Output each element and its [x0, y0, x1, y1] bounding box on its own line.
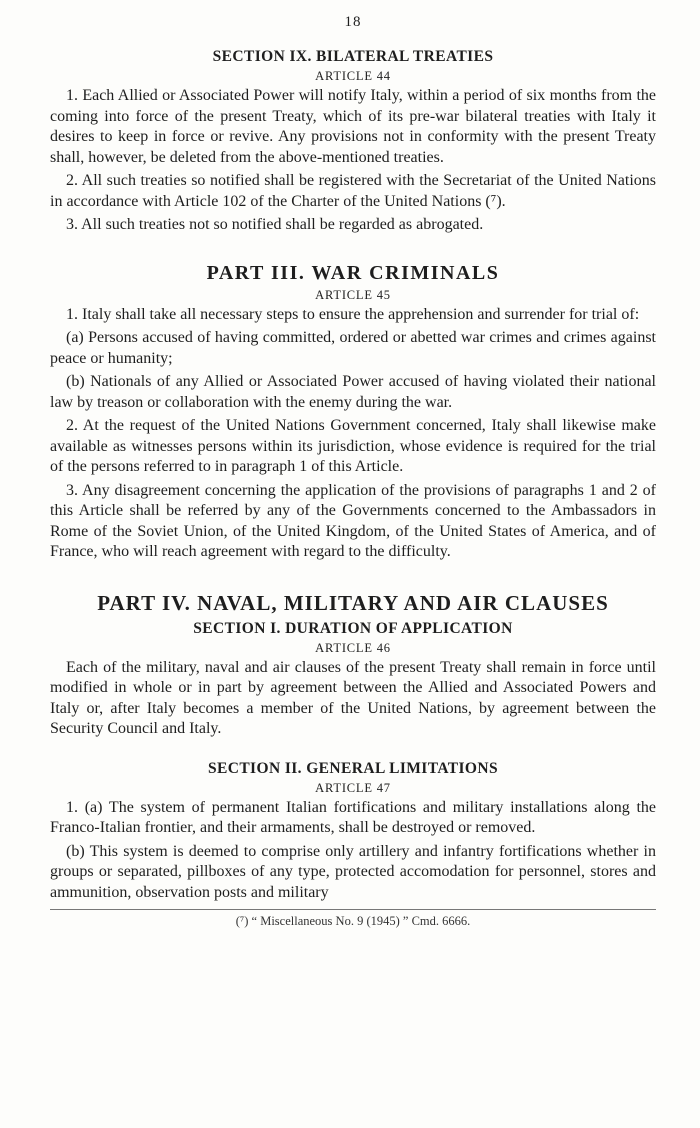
footnote: (⁷) “ Miscellaneous No. 9 (1945) ” Cmd. 6666.: [235, 914, 471, 928]
article-47-paragraph-1a: 1. (a) The system of permanent Italian fortifications and military installations along the Franco-Italian frontier, and their armaments, shall be destroyed or removed.: [50, 798, 656, 836]
section-ix-heading: SECTION IX. BILATERAL TREATIES: [212, 48, 494, 65]
part-iii-heading: PART III. WAR CRIMINALS: [206, 261, 500, 284]
article-45-paragraph-1a: (a) Persons accused of having committed, ordered or abetted war crimes and crimes against peace or humanity;: [50, 329, 656, 367]
article-47-label: ARTICLE 47: [315, 780, 391, 795]
article-47-paragraph-1b: (b) This system is deemed to comprise only artillery and infantry fortifications whether in groups or separated, pillboxes of any type, protected accomodation for personnel, stores and ammunition, observation posts and military: [50, 842, 656, 901]
article-45-paragraph-3: 3. Any disagreement concerning the application of the provisions of paragraphs 1 and 2 of this Article shall be referred by any of the Governments concerned to the Ambassadors in Rome of the Soviet Union, of the United Kingdom, of the United States of America, and of France, who will reach agreement with regard to the difficulty.: [50, 481, 656, 560]
article-46-paragraph: Each of the military, naval and air clauses of the present Treaty shall remain in force until modified in whole or in part by agreement between the Allied and Associated Powers and Italy or, after Italy becomes a member of the United Nations, by agreement between the Security Council and Italy.: [50, 658, 656, 737]
article-44-paragraph-3: 3. All such treaties not so notified shall be regarded as abrogated.: [66, 216, 484, 233]
article-44-paragraph-2: 2. All such treaties so notified shall be registered with the Secretariat of the United Nations in accordance with Article 102 of the Charter of the United Nations (⁷).: [50, 172, 656, 210]
part-iv-heading: PART IV. NAVAL, MILITARY AND AIR CLAUSES: [97, 590, 609, 615]
article-44-label: ARTICLE 44: [315, 69, 391, 83]
section-ii-heading: SECTION II. GENERAL LIMITATIONS: [207, 759, 499, 777]
article-45-paragraph-1: 1. Italy shall take all necessary steps to ensure the apprehension and surrender for trial of:: [66, 305, 640, 323]
article-46-label: ARTICLE 46: [315, 640, 391, 655]
article-44-paragraph-1: 1. Each Allied or Associated Power will notify Italy, within a period of six months from the coming into force of the present Treaty, which of its pre-war bilateral treaties with Italy it desires to keep in force or revive. Any provisions not in conformity with the present Treaty shall, however, be deleted from the above-mentioned treaties.: [50, 87, 656, 166]
article-45-paragraph-1b: (b) Nationals of any Allied or Associated Power accused of having violated their national law by treason or collaboration with the enemy during the war.: [50, 373, 656, 411]
article-45-label: ARTICLE 45: [315, 287, 391, 302]
page-number: 18: [344, 14, 362, 30]
article-45-paragraph-2: 2. At the request of the United Nations Government concerned, Italy shall likewise make available as witnesses persons within its jurisdiction, whose evidence is required for the trial of the persons referred to in paragraph 1 of this Article.: [50, 417, 656, 475]
section-i-heading: SECTION I. DURATION OF APPLICATION: [193, 619, 513, 637]
